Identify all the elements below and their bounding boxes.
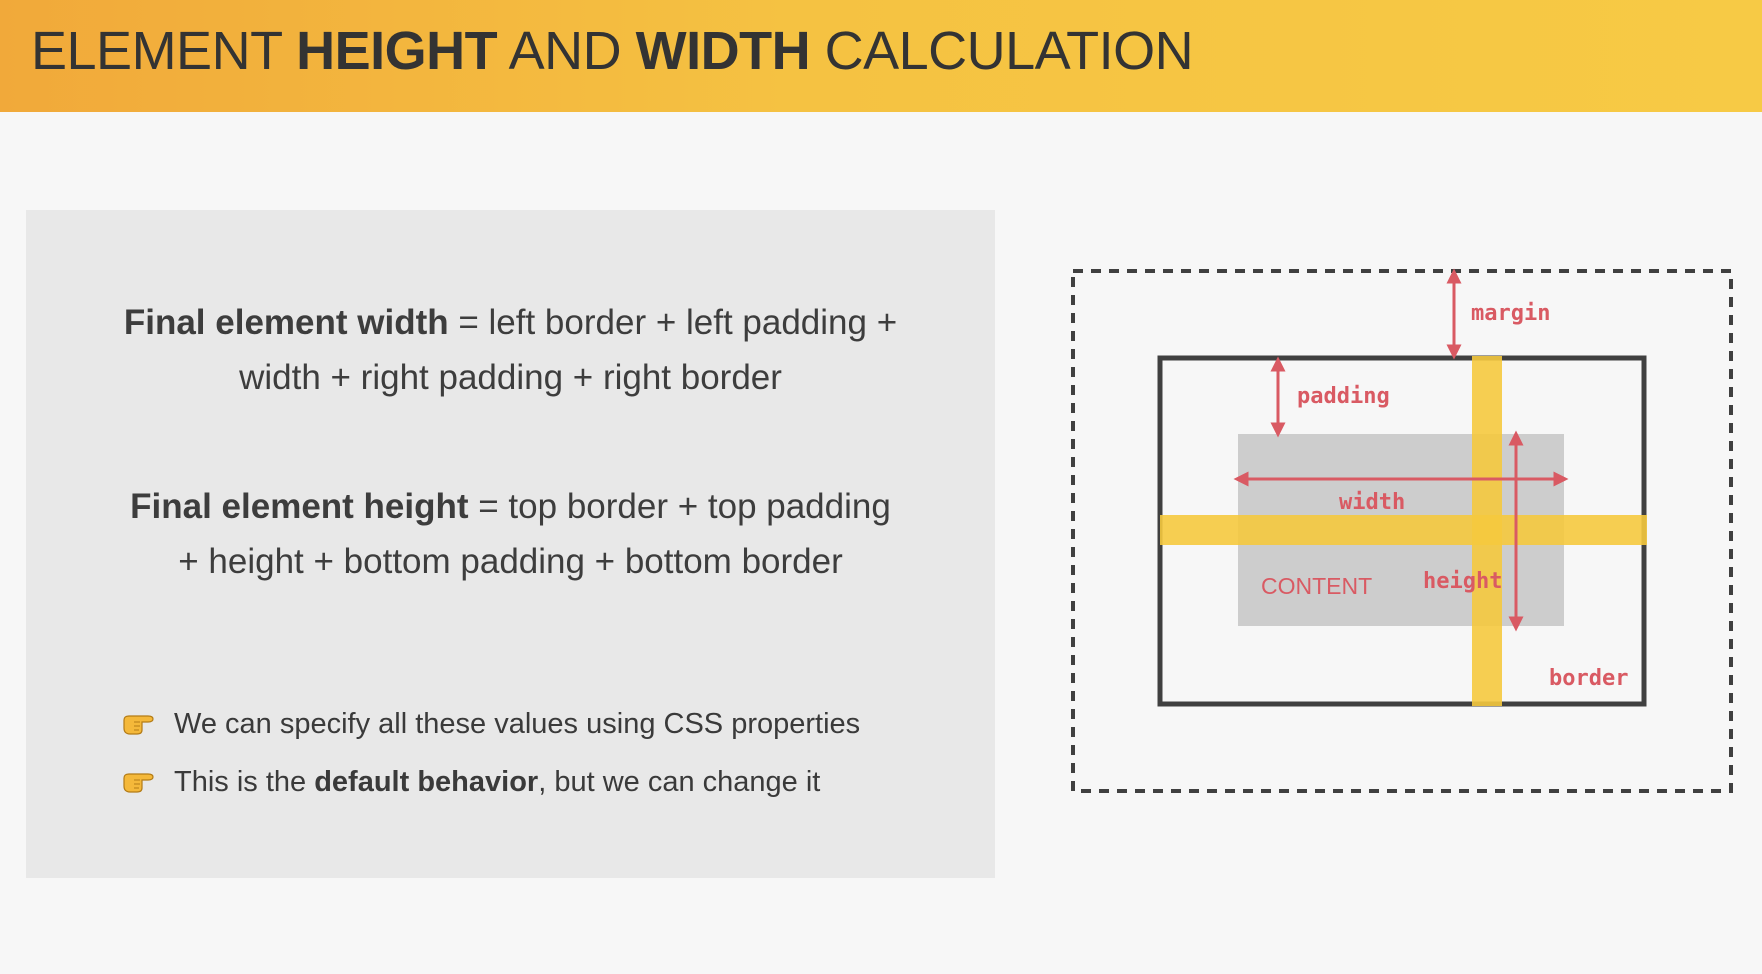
title-bold-width: WIDTH <box>635 21 811 81</box>
page-title <box>31 18 1193 84</box>
height-formula-label: Final element height <box>130 487 469 526</box>
vertical-highlight-band <box>1472 356 1502 706</box>
height-label: height <box>1423 569 1503 594</box>
height-formula <box>26 479 995 589</box>
content-label: CONTENT <box>1261 573 1373 599</box>
bullet-item <box>122 766 820 799</box>
bullet-text: We can specify all these values using CSS properties <box>174 708 861 740</box>
header-bar <box>0 0 1762 112</box>
pointing-hand-icon <box>122 708 162 736</box>
width-formula-line2: width + right padding + right border <box>239 358 782 397</box>
height-formula-line1: = top border + top padding <box>468 487 891 526</box>
formula-panel <box>26 210 995 878</box>
bullet-bold-text: default behavior <box>314 766 539 798</box>
bullet-text: , but we can change it <box>538 766 821 798</box>
width-label: width <box>1339 490 1406 515</box>
width-formula-label: Final element width <box>123 303 449 342</box>
title-part: CALCULATION <box>810 21 1194 81</box>
border-label: border <box>1549 666 1629 691</box>
title-bold-height: HEIGHT <box>296 21 498 81</box>
box-model-diagram <box>1060 260 1740 800</box>
width-formula-line1: = left border + left padding + <box>448 303 898 342</box>
height-formula-line2: + height + bottom padding + bottom border <box>178 542 843 581</box>
padding-label: padding <box>1297 384 1390 409</box>
bullet-item <box>122 708 860 741</box>
bullet-text: This is the <box>174 766 315 798</box>
title-part: ELEMENT <box>31 21 297 81</box>
width-formula <box>26 295 995 405</box>
horizontal-highlight-band <box>1160 515 1647 545</box>
title-part: AND <box>497 21 636 81</box>
margin-label: margin <box>1471 301 1551 326</box>
pointing-hand-icon <box>122 766 162 794</box>
